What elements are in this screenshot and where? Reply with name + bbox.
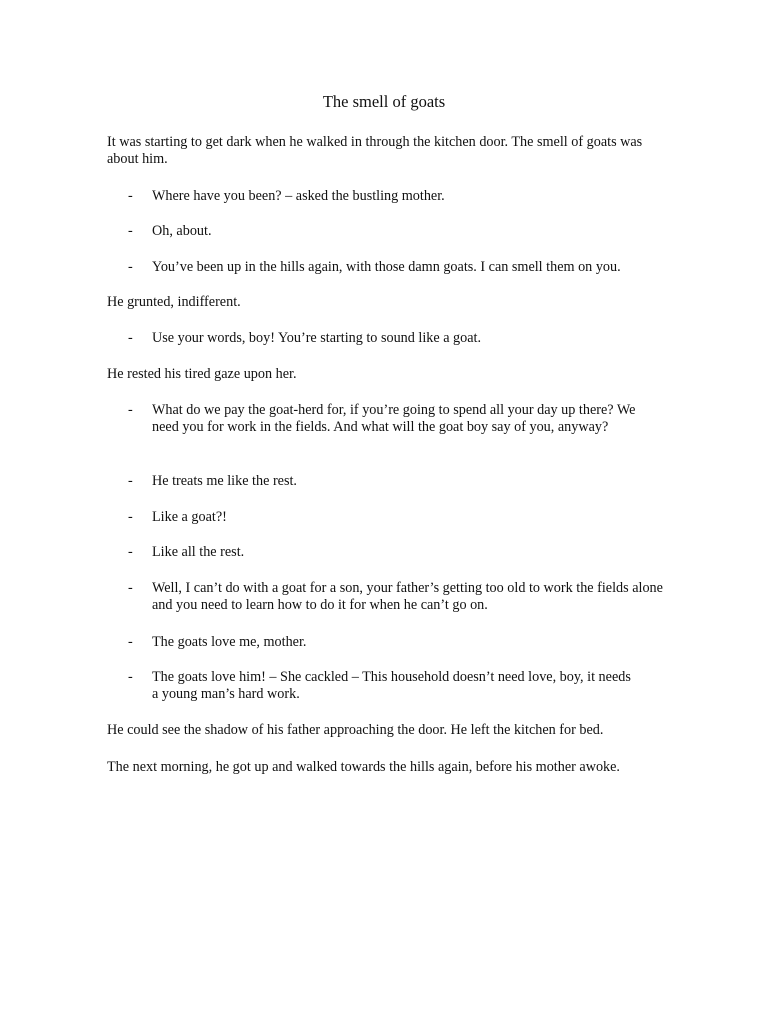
dialogue-line: Well, I can’t do with a goat for a son, your father’s getting too old to work the fields alone and you need to learn how to do it for when he can’t go on.: [152, 580, 663, 613]
dialogue-line: Use your words, boy! You’re starting to sound like a goat.: [152, 330, 482, 346]
paragraph-narration: He grunted, indifferent.: [107, 294, 241, 310]
dialogue-line: Like all the rest.: [152, 544, 245, 560]
dialogue-line: He treats me like the rest.: [152, 473, 297, 489]
document-title: The smell of goats: [322, 92, 446, 111]
dialogue-dash: -: [128, 634, 133, 650]
dialogue-dash: -: [128, 259, 133, 275]
paragraph-closing: The next morning, he got up and walked towards the hills again, before his mother awoke.: [107, 759, 620, 775]
dialogue-dash: -: [128, 669, 133, 685]
dialogue-line: Where have you been? – asked the bustling mother.: [152, 188, 445, 204]
dialogue-dash: -: [128, 402, 133, 418]
dialogue-dash: -: [128, 473, 133, 489]
dialogue-line: The goats love him! – She cackled – This household doesn’t need love, boy, it needs a young man’s hard work.: [152, 669, 631, 702]
paragraph-narration: He rested his tired gaze upon her.: [107, 366, 297, 382]
dialogue-line: Like a goat?!: [152, 509, 227, 525]
dialogue-line: The goats love me, mother.: [152, 634, 307, 650]
dialogue-dash: -: [128, 223, 133, 239]
dialogue-dash: -: [128, 509, 133, 525]
dialogue-line: You’ve been up in the hills again, with those damn goats. I can smell them on you.: [152, 259, 621, 275]
dialogue-dash: -: [128, 544, 133, 560]
dialogue-line: Oh, about.: [152, 223, 212, 239]
dialogue-dash: -: [128, 580, 133, 596]
dialogue-line: What do we pay the goat-herd for, if you’re going to spend all your day up there? We need you for work in the fields. And what will the goat boy say of you, anyway?: [152, 402, 636, 435]
paragraph-narration: He could see the shadow of his father approaching the door. He left the kitchen for bed.: [107, 722, 604, 738]
paragraph-opening: It was starting to get dark when he walked in through the kitchen door. The smell of goats was about him.: [107, 134, 643, 167]
dialogue-dash: -: [128, 188, 133, 204]
dialogue-dash: -: [128, 330, 133, 346]
